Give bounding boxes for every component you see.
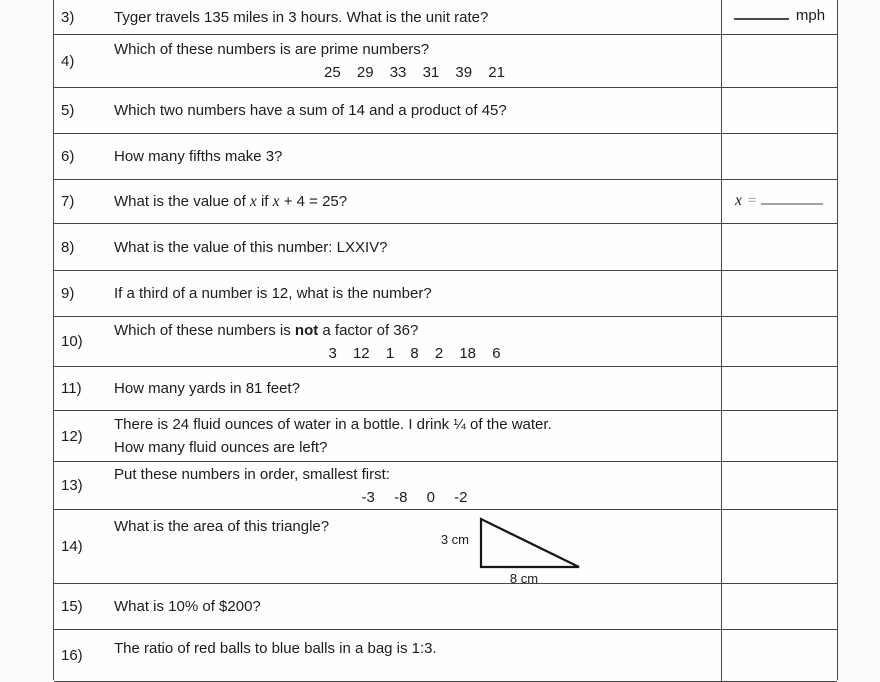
question-line: There is 24 fluid ounces of water in a bottle. I drink ¼ of the water. [114,416,552,433]
triangle-height-label: 3 cm [440,532,469,547]
question-number: 3) [61,8,75,26]
question-text [114,271,721,316]
question-number: 5) [61,102,75,119]
answer-cell [721,367,837,410]
question-line: Which two numbers have a sum of 14 and a product of 45? [114,102,507,119]
answer-blank-line [761,192,823,205]
table-row [54,35,837,88]
question-number: 14) [61,538,83,555]
question-number: 8) [61,238,75,256]
triangle-base-label: 8 cm [509,571,539,586]
question-number: 16) [61,647,83,664]
question-line: If a third of a number is 12, what is the number? [114,285,432,302]
table-row [54,271,837,317]
question-number: 13) [61,477,83,494]
answer-cell [721,271,837,316]
answer-cell [721,462,837,509]
table-row [54,411,837,462]
options-line: 25 29 33 31 39 21 [324,64,505,81]
table-row [54,510,837,584]
question-number: 15) [61,598,83,615]
table-row [54,630,837,682]
table-row [54,317,837,367]
variable-x: x [249,193,257,210]
question-number: 11) [61,380,82,397]
question-text [114,630,721,681]
question-line: What is the area of this triangle? [114,518,330,535]
question-text [114,224,721,270]
answer-cell [721,510,837,583]
question-line: Put these numbers in order, smallest first: [114,465,390,483]
table-row [54,462,837,510]
question-number: 4) [61,52,75,70]
question-segment: Which of these numbers is [114,321,295,339]
question-line: The ratio of red balls to blue balls in a bag is 1:3. [114,640,437,657]
answer-cell [721,88,837,133]
answer-cell [721,134,837,179]
answer-variable-x: x [735,192,742,209]
question-line: How many fifths make 3? [114,148,283,165]
worksheet-table [53,0,838,680]
options-line: 3 12 1 8 2 18 6 [328,344,501,362]
question-text [114,367,721,410]
question-segment: if [256,193,273,210]
equals-sign: = [747,193,757,209]
options-line: -3 -8 0 -2 [361,488,468,506]
table-row [54,180,837,224]
answer-cell [721,584,837,629]
question-text [114,411,721,461]
question-segment: What is the value of [114,193,250,210]
table-row [54,88,837,134]
answer-cell [721,180,837,223]
question-text [114,584,721,629]
table-row [54,0,837,35]
question-line: What is 10% of $200? [114,598,261,615]
question-text [114,35,721,87]
question-line: Which of these numbers is are prime numbers? [114,41,430,58]
question-number: 9) [61,285,75,302]
question-line [114,190,715,213]
table-row [54,224,837,271]
question-number: 6) [61,148,75,165]
answer-cell [721,0,837,34]
question-line: How many fluid ounces are left? [114,439,328,456]
right-triangle-figure [479,517,583,570]
answer-blank-line [734,6,789,20]
question-line [114,319,715,342]
question-text [114,462,721,509]
question-text [114,88,721,133]
answer-cell [721,317,837,366]
answer-unit-label: mph [795,7,826,24]
answer-cell [721,411,837,461]
question-number: 12) [61,427,83,445]
question-segment: a factor of 36? [318,321,419,339]
table-row [54,134,837,180]
table-row [54,584,837,630]
question-line: What is the value of this number: LXXIV? [114,238,388,256]
answer-cell [721,224,837,270]
answer-cell [721,35,837,87]
variable-x: x [272,193,280,210]
question-text [114,180,721,223]
table-row [54,367,837,411]
question-text [114,510,721,586]
question-text [114,317,721,366]
question-line: How many yards in 81 feet? [114,380,300,397]
question-number: 10) [61,333,83,350]
answer-cell [721,630,837,681]
question-text [114,134,721,179]
question-number: 7) [61,193,75,210]
question-line: Tyger travels 135 miles in 3 hours. What is the unit rate? [114,8,489,26]
question-segment: + 4 = 25? [279,193,348,210]
question-text [114,0,721,34]
bold-word: not [294,321,319,339]
